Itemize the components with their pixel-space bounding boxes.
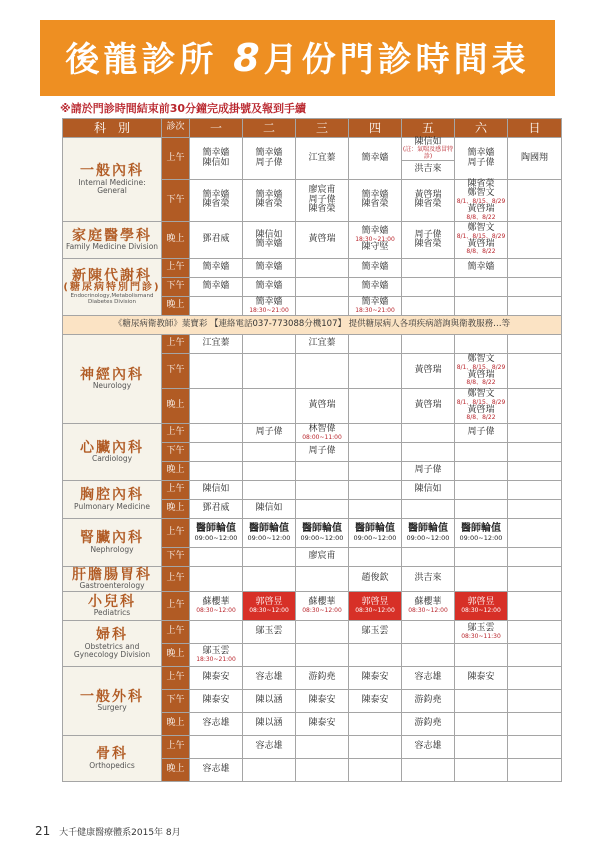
cell: 廖宸甫 周子偉 陳省榮: [296, 180, 349, 222]
fam-eve-row: [63, 221, 562, 258]
cell: [349, 499, 402, 518]
schedule-table: [62, 118, 562, 782]
cell: [296, 620, 349, 643]
cell: 容志雄: [243, 666, 296, 689]
cell: 游鈞堯: [402, 712, 455, 735]
cell: [508, 689, 562, 712]
cell: 趙俊欽: [349, 566, 402, 591]
cell: [243, 758, 296, 781]
cell: [508, 221, 562, 258]
cell: [190, 423, 243, 442]
cell: [508, 499, 562, 518]
slot-am: 上午: [162, 138, 190, 180]
cell: [349, 461, 402, 480]
cell: [349, 442, 402, 461]
page-title: 後龍診所 8月份門診時間表: [65, 36, 530, 80]
col-thu: 四: [349, 119, 402, 138]
cell: [455, 277, 508, 296]
cell: 廖宸甫: [296, 547, 349, 566]
cell: [349, 735, 402, 758]
cell: 陳泰安: [296, 712, 349, 735]
cell: 簡幸嬙: [455, 258, 508, 277]
cell: 鄔玉雲: [349, 620, 402, 643]
cell: 陳泰安: [296, 689, 349, 712]
cell: [349, 712, 402, 735]
slot-eve: 晚上: [162, 296, 190, 315]
cell: 游鈞堯: [402, 689, 455, 712]
cell: [190, 735, 243, 758]
cell: [243, 442, 296, 461]
cell: [508, 461, 562, 480]
cell: [243, 461, 296, 480]
cell: 醫師輪值 09:00~12:00: [243, 518, 296, 547]
cell: 醫師輪值 09:00~12:00: [296, 518, 349, 547]
cell: [508, 258, 562, 277]
slot-pm: 下午: [162, 689, 190, 712]
cell: [508, 735, 562, 758]
cell: 周子偉: [455, 423, 508, 442]
obgyn-am-row: [63, 620, 562, 643]
dept-family: [63, 221, 162, 258]
dept-name: 小兒科: [88, 593, 136, 610]
gim-am-row: [63, 138, 562, 161]
cell: 簡幸嬙 18:30~21:00: [349, 296, 402, 315]
cell: [190, 566, 243, 591]
cell: [508, 334, 562, 353]
dept-name-en: Obstetrics and Gynecology Division: [73, 641, 151, 659]
dept-cardiology: [63, 423, 162, 480]
cell: 簡幸嬙 周子偉: [455, 138, 508, 180]
cell: [508, 591, 562, 620]
col-tue: 二: [243, 119, 296, 138]
cell: 蘇櫻華 08:30~12:00: [402, 591, 455, 620]
cell: 黃啓瑞 陳省榮: [402, 180, 455, 222]
cell: 陳以涵: [243, 712, 296, 735]
cell: [349, 334, 402, 353]
dept-internal: [63, 138, 162, 222]
cell: 游鈞堯: [296, 666, 349, 689]
cell: 江宜蓁: [296, 138, 349, 180]
dept-name: 一般外科: [80, 688, 144, 705]
cell: [243, 643, 296, 666]
cell: 蘇櫻華 08:30~12:00: [190, 591, 243, 620]
cell: 陳信如: [190, 480, 243, 499]
cell: 陳信如: [402, 480, 455, 499]
diabetes-educator-band: [63, 315, 562, 334]
col-mon: 一: [190, 119, 243, 138]
chest-am-row: [63, 480, 562, 499]
cell: 簡幸嬙 18:30~21:00: [243, 296, 296, 315]
slot-pm: 下午: [162, 353, 190, 388]
header-row: [63, 119, 562, 138]
cell: [296, 277, 349, 296]
slot-am: 上午: [162, 735, 190, 758]
dept-name-en: Endocrinology,Metabolismand Diabetes Division: [70, 292, 154, 305]
cell: [508, 442, 562, 461]
ortho-am-row: [63, 735, 562, 758]
slot-eve: 晚上: [162, 461, 190, 480]
cell: [402, 442, 455, 461]
cell: 江宜蓁: [190, 334, 243, 353]
meta-am-row: [63, 258, 562, 277]
dept-name-en: Pediatrics: [93, 608, 131, 618]
dept-nephrology: [63, 518, 162, 566]
cell: [402, 258, 455, 277]
cell: [508, 480, 562, 499]
cell: 簡幸嬙 陳信如: [190, 138, 243, 180]
dept-name-en: Family Medicine Division: [65, 242, 159, 252]
band-text: 《糖尿病衛教師》葉寶彩 【連絡電話037-773088分機107】 提供糖尿病人各項疾病諮詢與衛教服務…等: [63, 315, 562, 334]
dept-ortho: [63, 735, 162, 781]
cell: 鄭智文 8/1、8/15、8/29 黃啓瑞 8/8、8/22: [455, 221, 508, 258]
col-sat: 六: [455, 119, 508, 138]
cell: 陳泰安: [455, 666, 508, 689]
cell: [190, 353, 243, 388]
dept-name: 骨科: [96, 746, 128, 763]
dept-name-en: Internal Medicine: General: [78, 177, 146, 195]
dept-name: 新陳代謝科: [72, 267, 152, 284]
cell: [349, 758, 402, 781]
gs-am-row: [63, 666, 562, 689]
cell-highlight: 郭啓昱 08:30~12:00: [455, 591, 508, 620]
dept-name-en: Cardiology: [91, 454, 133, 464]
dept-name: 婦科: [96, 627, 128, 644]
cell: 簡幸嬙 陳省榮: [349, 180, 402, 222]
cell: [455, 334, 508, 353]
slot-am: 上午: [162, 591, 190, 620]
cell: [402, 296, 455, 315]
dept-obgyn: [63, 620, 162, 666]
cell: 鄔玉雲 08:30~11:30: [455, 620, 508, 643]
dept-metabolism: [63, 258, 162, 315]
dept-name: 神經內科: [80, 366, 144, 383]
slot-am: 上午: [162, 518, 190, 547]
cell: 簡幸嬙: [243, 277, 296, 296]
cell: [455, 712, 508, 735]
cell: 陳泰安: [349, 689, 402, 712]
dept-pediatrics: [63, 591, 162, 620]
cell: [508, 758, 562, 781]
cell: 洪吉來: [402, 161, 455, 180]
dept-subtitle: (糖尿病特別門診): [63, 282, 161, 294]
cell: [508, 620, 562, 643]
cell: 周子偉: [296, 442, 349, 461]
cell: [296, 643, 349, 666]
cell: 簡幸嬙: [349, 277, 402, 296]
dept-name-en: Pulmonary Medicine: [74, 501, 150, 511]
cell: [455, 296, 508, 315]
slot-am: 上午: [162, 423, 190, 442]
cell: 容志雄: [402, 735, 455, 758]
cell: [243, 334, 296, 353]
nephro-am-row: [63, 518, 562, 547]
cell: 陳以涵: [243, 689, 296, 712]
cell: 鄭智文 8/1、8/15、8/29 黃啓瑞 8/8、8/22: [455, 353, 508, 388]
cell: 陳信如 簡幸嬙: [243, 221, 296, 258]
cell: [296, 735, 349, 758]
cell: 陳省榮 鄭智文 8/1、8/15、8/29 黃啓瑞 8/8、8/22: [455, 180, 508, 222]
cell: [508, 423, 562, 442]
cell: 黃啓瑞: [402, 353, 455, 388]
dept-pulmonary: [63, 480, 162, 518]
slot-am: 上午: [162, 566, 190, 591]
cell: 陳泰安: [349, 666, 402, 689]
cell: [508, 712, 562, 735]
cell: [190, 461, 243, 480]
cell: [190, 620, 243, 643]
cell: 簡幸嬙 周子偉: [243, 138, 296, 180]
slot-am: 上午: [162, 258, 190, 277]
cell: [243, 353, 296, 388]
cell: [243, 547, 296, 566]
cell: 簡幸嬙 陳省榮: [190, 180, 243, 222]
slot-am: 上午: [162, 334, 190, 353]
slot-am: 上午: [162, 666, 190, 689]
cardio-am-row: [63, 423, 562, 442]
cell: 簡幸嬙 陳省榮: [243, 180, 296, 222]
cell: 陳信如: [243, 499, 296, 518]
cell: [455, 480, 508, 499]
dept-name: 肝膽腸胃科: [72, 566, 152, 583]
cell: 洪吉來: [402, 566, 455, 591]
cell: [402, 547, 455, 566]
cell: 陳信如 (註：氣喘及感冒特診): [402, 137, 454, 160]
cell: [455, 689, 508, 712]
cell: [508, 643, 562, 666]
cell: 簡幸嬙: [349, 258, 402, 277]
cell: [455, 758, 508, 781]
cell: 周子偉: [402, 461, 455, 480]
dept-neurology: [63, 334, 162, 423]
cell: [296, 480, 349, 499]
cell: [455, 643, 508, 666]
cell: 容志雄: [243, 735, 296, 758]
cell: [455, 499, 508, 518]
cell: 陳泰安: [190, 666, 243, 689]
dept-name: 心臟內科: [80, 439, 144, 456]
cell: 鄔玉雲: [243, 620, 296, 643]
cell: 鄔玉雲 18:30~21:00: [190, 643, 243, 666]
col-wed: 三: [296, 119, 349, 138]
notice: ※請於門診時間結束前30分鐘完成掛號及報到手續: [60, 102, 306, 115]
slot-eve: 晚上: [162, 221, 190, 258]
slot-pm: 下午: [162, 547, 190, 566]
cell: 陳泰安: [190, 689, 243, 712]
dept-name-en: Orthopedics: [89, 760, 135, 770]
dept-surgery: [63, 666, 162, 735]
cell: [296, 566, 349, 591]
cell: 容志雄: [190, 758, 243, 781]
peds-am-row: [63, 591, 562, 620]
cell: [508, 666, 562, 689]
cell: [296, 296, 349, 315]
cell: 黃啓瑞: [296, 388, 349, 423]
cell: 鄧君威: [190, 499, 243, 518]
cell: [349, 643, 402, 666]
cell: 江宜蓁: [296, 334, 349, 353]
cell: [349, 388, 402, 423]
col-slot: 診次: [162, 119, 190, 138]
page-number: 21: [35, 824, 51, 838]
cell: [296, 258, 349, 277]
cell: 醫師輪值 09:00~12:00: [190, 518, 243, 547]
cell: 簡幸嬙: [349, 138, 402, 180]
slot-am: 上午: [162, 620, 190, 643]
cell: [508, 566, 562, 591]
cell: 鄧君威: [190, 221, 243, 258]
cell: [455, 442, 508, 461]
cell: 簡幸嬙: [190, 277, 243, 296]
col-sun: 日: [508, 119, 562, 138]
cell: [349, 423, 402, 442]
cell: 周子偉 陳省榮: [402, 221, 455, 258]
cell: [296, 353, 349, 388]
cell: [296, 499, 349, 518]
cell-highlight: 郭啓昱 08:30~12:00: [349, 591, 402, 620]
cell: [296, 461, 349, 480]
dept-name-en: Surgery: [97, 703, 127, 713]
cell: 簡幸嬙: [190, 258, 243, 277]
neuro-am-row: [63, 334, 562, 353]
slot-pm: 下午: [162, 442, 190, 461]
cell: [402, 758, 455, 781]
slot-pm: 下午: [162, 180, 190, 222]
cell: [455, 461, 508, 480]
slot-pm: 下午: [162, 277, 190, 296]
dept-name-en: Neurology: [92, 381, 132, 391]
cell: [508, 277, 562, 296]
cell: [508, 353, 562, 388]
dept-name-en: Nephrology: [90, 544, 134, 554]
cell: 容志雄: [402, 666, 455, 689]
dept-name: 腎臟內科: [80, 530, 144, 547]
dept-name: 胸腔內科: [80, 487, 144, 504]
cell: 周子偉: [243, 423, 296, 442]
cell: 容志雄: [190, 712, 243, 735]
cell: 陶國翔: [508, 138, 562, 180]
cell: [190, 388, 243, 423]
col-fri: 五: [402, 119, 455, 138]
cell: 蘇櫻華 08:30~12:00: [296, 591, 349, 620]
cell: [349, 480, 402, 499]
cell: [349, 547, 402, 566]
cell: 黃啓瑞: [296, 221, 349, 258]
cell-highlight: 郭啓昱 08:30~12:00: [243, 591, 296, 620]
cell: [455, 735, 508, 758]
cell: [455, 566, 508, 591]
cell: 簡幸嬙: [243, 258, 296, 277]
slot-eve: 晚上: [162, 388, 190, 423]
cell: 黃啓瑞: [402, 388, 455, 423]
cell: [402, 643, 455, 666]
cell: [402, 334, 455, 353]
cell: [402, 620, 455, 643]
cell: 林智偉 08:00~11:00: [296, 423, 349, 442]
slot-eve: 晚上: [162, 643, 190, 666]
slot-eve: 晚上: [162, 499, 190, 518]
cell: 醫師輪值 09:00~12:00: [349, 518, 402, 547]
cell: [243, 566, 296, 591]
cell: [402, 423, 455, 442]
cell: [243, 480, 296, 499]
dept-name-en: Gastroenterology: [79, 581, 145, 591]
cell: [190, 547, 243, 566]
dept-name: 一般內科: [80, 163, 144, 180]
cell: [349, 353, 402, 388]
cell: [508, 518, 562, 547]
cell: [243, 388, 296, 423]
cell: [508, 180, 562, 222]
slot-am: 上午: [162, 480, 190, 499]
title-banner: [40, 20, 555, 96]
cell: [190, 442, 243, 461]
cell: [508, 547, 562, 566]
cell: [508, 296, 562, 315]
slot-eve: 晚上: [162, 712, 190, 735]
cell: [455, 547, 508, 566]
cell: [190, 296, 243, 315]
cell: 醫師輪值 09:00~12:00: [455, 518, 508, 547]
col-dept: 科 別: [63, 119, 162, 138]
slot-eve: 晚上: [162, 758, 190, 781]
dept-gastro: [63, 566, 162, 591]
cell: 醫師輪值 09:00~12:00: [402, 518, 455, 547]
cell: [402, 499, 455, 518]
cell: 簡幸嬙 18:30~21:00 陳守堅: [349, 221, 402, 258]
cell: [508, 388, 562, 423]
footer: [35, 824, 181, 838]
gastro-am-row: [63, 566, 562, 591]
footer-text: 大千健康醫療體系2015年 8月: [59, 828, 181, 838]
cell: [296, 758, 349, 781]
dept-name: 家庭醫學科: [72, 227, 152, 244]
cell: 鄭智文 8/1、8/15、8/29 黃啓瑞 8/8、8/22: [455, 388, 508, 423]
cell: [402, 277, 455, 296]
